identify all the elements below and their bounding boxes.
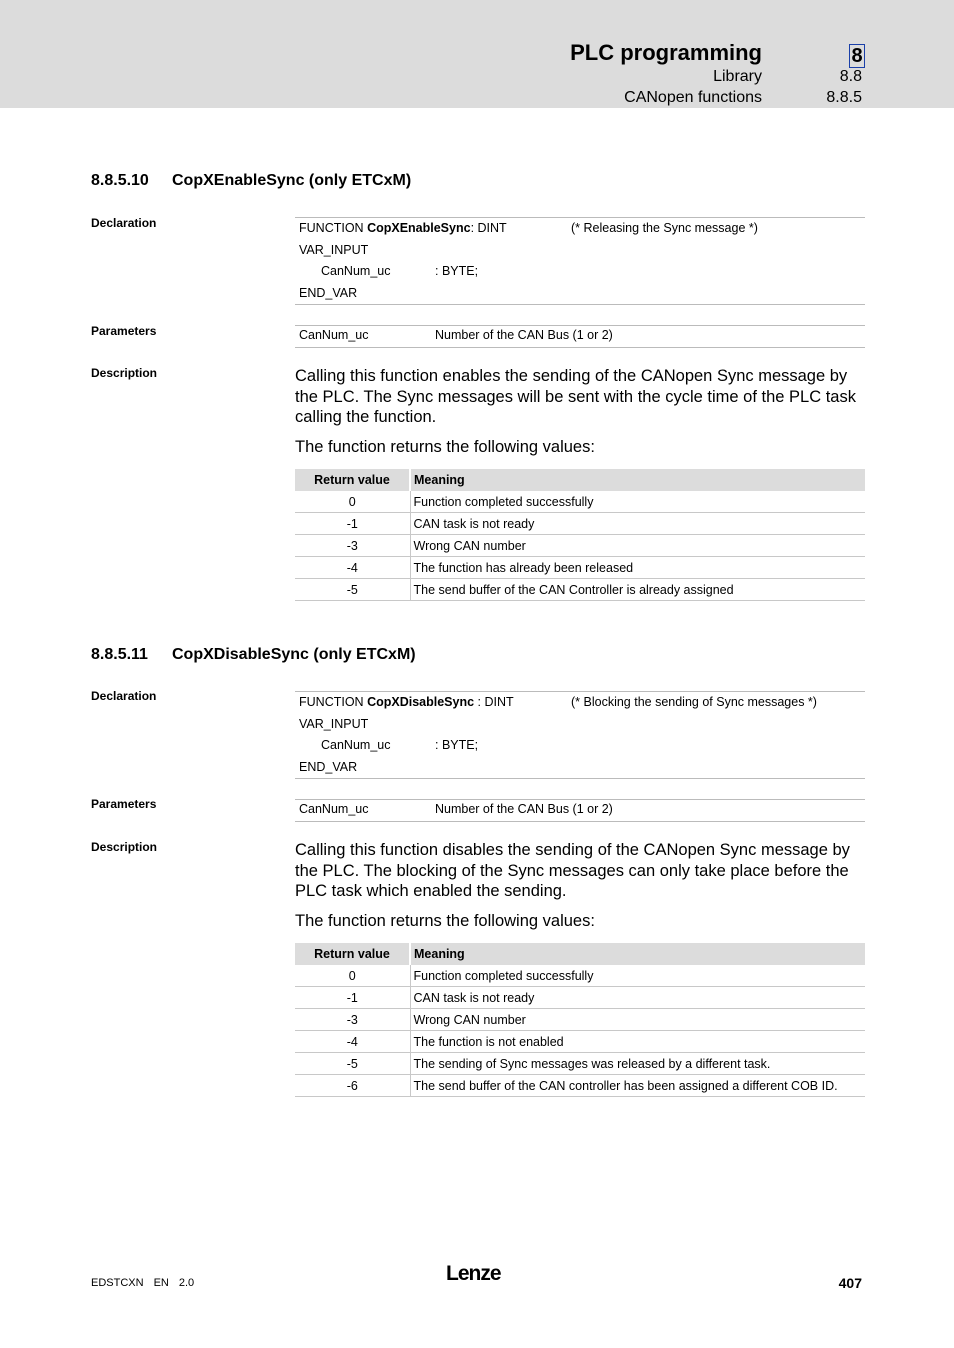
meaning-cell: Function completed successfully [410,965,865,987]
parameters-box [295,325,865,348]
section-title: CopXDisableSync (only ETCxM) [172,646,416,663]
chapter-number-link[interactable]: 8 [849,44,865,68]
description-block [295,366,865,457]
column-header: Return value [295,943,410,965]
return-values-table [295,469,865,601]
decl-return-type: : DINT [474,695,514,709]
param-description: Number of the CAN Bus (1 or 2) [435,328,613,342]
table-row [295,1075,865,1097]
parameters-label: Parameters [91,324,157,338]
meaning-cell: Wrong CAN number [410,535,865,557]
decl-var-input: VAR_INPUT [299,243,369,257]
decl-function-line [299,695,514,709]
decl-end-var: END_VAR [299,760,358,774]
chapter-title: PLC programming [570,40,762,65]
return-value-cell: -3 [295,535,410,557]
description-label: Description [91,840,158,854]
table-row [295,513,865,535]
return-value-cell: -5 [295,1053,410,1075]
meaning-cell: Wrong CAN number [410,1009,865,1031]
declaration-box [295,217,865,305]
return-values-table [295,943,865,1097]
return-value-cell: -4 [295,1031,410,1053]
table-row [295,1053,865,1075]
return-value-cell: -1 [295,987,410,1009]
section-number: 8.8.5.11 [91,646,148,663]
decl-function-name: CopXDisableSync [367,695,475,709]
header-section-number: 8.8 [839,68,862,85]
column-header: Meaning [410,469,865,491]
decl-param-name: CanNum_uc [321,264,391,278]
meaning-cell: CAN task is not ready [410,513,865,535]
column-header: Return value [295,469,410,491]
param-name: CanNum_uc [299,328,369,342]
page-number: 407 [838,1275,862,1291]
doc-version: 2.0 [178,1277,195,1289]
section-heading [91,646,416,664]
return-value-cell: 0 [295,491,410,513]
description-text: Calling this function disables the sending of the CANopen Sync message by the PLC. The blocking of the Sync messages can only take place before the PLC task which enabled the sending. [295,841,850,900]
column-header: Meaning [410,943,865,965]
table-row [295,987,865,1009]
meaning-cell: The function is not enabled [410,1031,865,1053]
meaning-cell: The function has already been released [410,557,865,579]
decl-keyword: FUNCTION [299,221,368,235]
meaning-cell: CAN task is not ready [410,987,865,1009]
decl-function-name: CopXEnableSync [367,221,471,235]
return-value-cell: 0 [295,965,410,987]
decl-keyword: FUNCTION [299,695,368,709]
meaning-cell: The send buffer of the CAN Controller is already assigned [410,579,865,601]
returns-intro: The function returns the following values: [295,911,595,930]
section-number: 8.8.5.10 [91,172,149,189]
description-text: Calling this function enables the sending of the CANopen Sync message by the PLC. The Sync messages will be sent with the cycle time of the PLC task calling the function. [295,367,856,426]
decl-end-var: END_VAR [299,286,358,300]
meaning-cell: The sending of Sync messages was released by a different task. [410,1053,865,1075]
table-row [295,557,865,579]
decl-comment: (* Blocking the sending of Sync messages *) [571,695,817,709]
meaning-cell: The send buffer of the CAN controller has been assigned a different COB ID. [410,1075,865,1097]
description-label: Description [91,366,158,380]
return-value-cell: -4 [295,557,410,579]
decl-param-type: : BYTE; [435,264,479,278]
decl-function-line [299,221,507,235]
section-title: CopXEnableSync (only ETCxM) [172,172,412,189]
table-row [295,579,865,601]
doc-language: EN [153,1277,169,1289]
param-description: Number of the CAN Bus (1 or 2) [435,802,613,816]
table-header-row [295,943,865,965]
table-row [295,491,865,513]
doc-id: EDSTCXN [91,1277,144,1289]
param-name: CanNum_uc [299,802,369,816]
declaration-label: Declaration [91,216,157,230]
return-value-cell: -1 [295,513,410,535]
table-row [295,1009,865,1031]
section-heading [91,172,411,190]
meaning-cell: Function completed successfully [410,491,865,513]
table-row [295,965,865,987]
header-subsection-number: 8.8.5 [826,89,862,106]
declaration-label: Declaration [91,689,157,703]
return-value-cell: -6 [295,1075,410,1097]
header-subsection-label: CANopen functions [624,89,762,106]
footer-document-info [91,1277,204,1289]
parameters-box [295,799,865,822]
return-value-cell: -5 [295,579,410,601]
decl-param-name: CanNum_uc [321,738,391,752]
return-value-cell: -3 [295,1009,410,1031]
lenze-logo: Lenze [446,1262,501,1285]
header-section-label: Library [713,68,762,85]
decl-var-input: VAR_INPUT [299,717,369,731]
decl-param-type: : BYTE; [435,738,479,752]
declaration-box [295,691,865,779]
returns-intro: The function returns the following values: [295,437,595,456]
table-row [295,1031,865,1053]
decl-return-type: : DINT [470,221,507,235]
page-header [0,0,954,108]
description-block [295,840,865,931]
parameters-label: Parameters [91,797,157,811]
table-header-row [295,469,865,491]
decl-comment: (* Releasing the Sync message *) [571,221,758,235]
table-row [295,535,865,557]
